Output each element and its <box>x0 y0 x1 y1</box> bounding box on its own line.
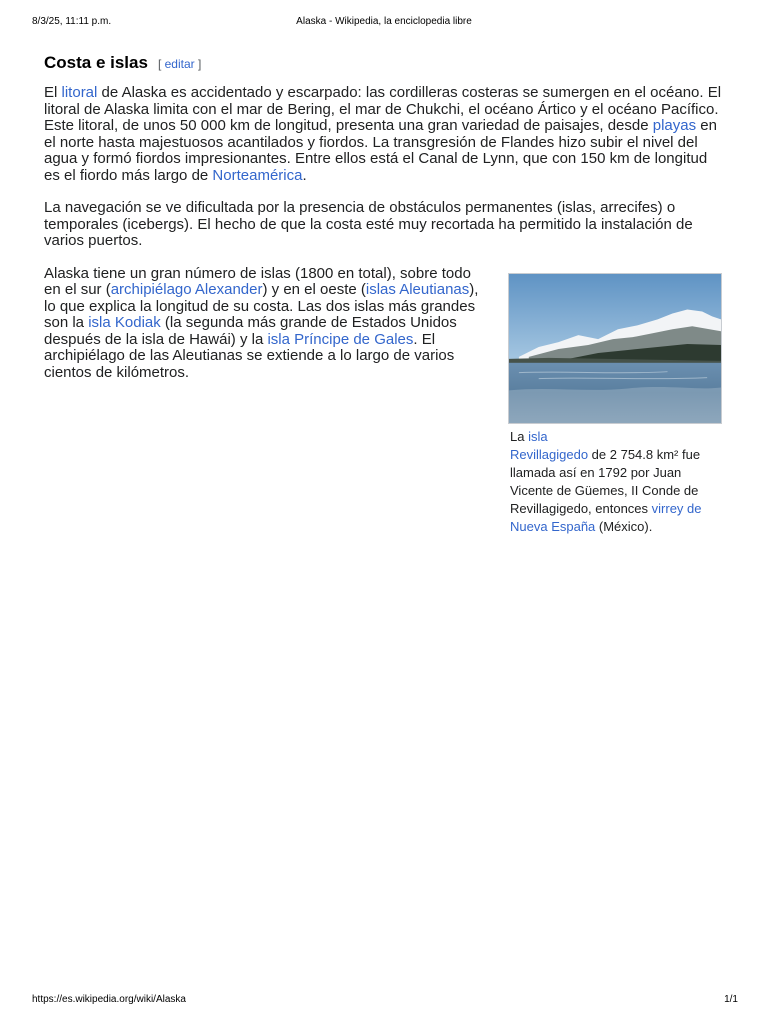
edit-link[interactable]: editar <box>164 57 195 71</box>
figure-revillagigedo <box>508 273 722 536</box>
edit-section: [ editar ] <box>157 57 202 71</box>
page-number: 1/1 <box>724 994 738 1005</box>
link-isla[interactable]: isla <box>528 429 548 444</box>
paragraph-navigation: La navegación se ve dificultada por la presencia de obstáculos permanentes (islas, arrecifes) o temporales (icebergs). El hecho de que la costa esté muy recortada ha permitido la instalación de varios puertos. <box>44 199 693 249</box>
print-date: 8/3/25, 11:11 p.m. <box>32 16 112 27</box>
link-archipielago-alexander[interactable]: archipiélago Alexander <box>110 281 263 298</box>
figure-caption: La isla Revillagigedo de 2 754.8 km² fue llamada así en 1792 por Juan Vicente de Güemes, II Conde de Revillagigedo, entonces virrey de Nueva España (México). <box>510 429 702 534</box>
print-page-title: Alaska - Wikipedia, la enciclopedia libre <box>296 16 472 27</box>
print-footer <box>0 994 768 1008</box>
paragraph-islands: Alaska tiene un gran número de islas (1800 en total), sobre todo en el sur (archipiélago Alexander) y en el oeste (islas Aleutianas), lo que explica la longitud de su costa. Las dos islas más grandes son la isla Kodiak (la segunda más grande de Estados Unidos después de la isla de Hawái) y la isla Príncipe de Gales. El archipiélago de las Aleutianas se extiende a lo largo de varios cientos de kilómetros. <box>44 264 479 381</box>
link-virrey-nueva-espana[interactable]: virrey de Nueva España <box>510 501 702 534</box>
link-islas-aleutianas[interactable]: islas Aleutianas <box>365 281 470 298</box>
print-header <box>0 16 768 30</box>
paragraph-coast: El litoral de Alaska es accidentado y escarpado: las cordilleras costeras se sumergen en el océano. El litoral de Alaska limita con el mar de Bering, el mar de Chukchi, el océano Ártico y el océano Pacífico. Este litoral, de unos 50 000 km de longitud, presenta una gran variedad de paisajes, desde playas en el norte hasta majestuosos acantilados y fiordos. La transgresión de Flandes hizo subir el nivel del agua y formó fiordos impresionantes. Entre ellos está el Canal de Lynn, que con 150 km de longitud es el fiordo más largo de Norteamérica. <box>44 84 722 184</box>
link-isla-principe-de-gales[interactable]: isla Príncipe de Gales <box>267 330 414 348</box>
revillagigedo-photo[interactable] <box>508 273 722 424</box>
link-norteamerica[interactable]: Norteamérica <box>212 166 303 184</box>
link-revillagigedo[interactable]: Revillagigedo <box>510 447 589 462</box>
section-title: Costa e islas <box>44 53 148 72</box>
section-heading <box>44 52 724 75</box>
link-litoral[interactable]: litoral <box>61 84 98 101</box>
link-isla-kodiak[interactable]: isla Kodiak <box>88 314 161 331</box>
print-url: https://es.wikipedia.org/wiki/Alaska <box>32 994 186 1005</box>
link-playas[interactable]: playas <box>652 117 697 134</box>
